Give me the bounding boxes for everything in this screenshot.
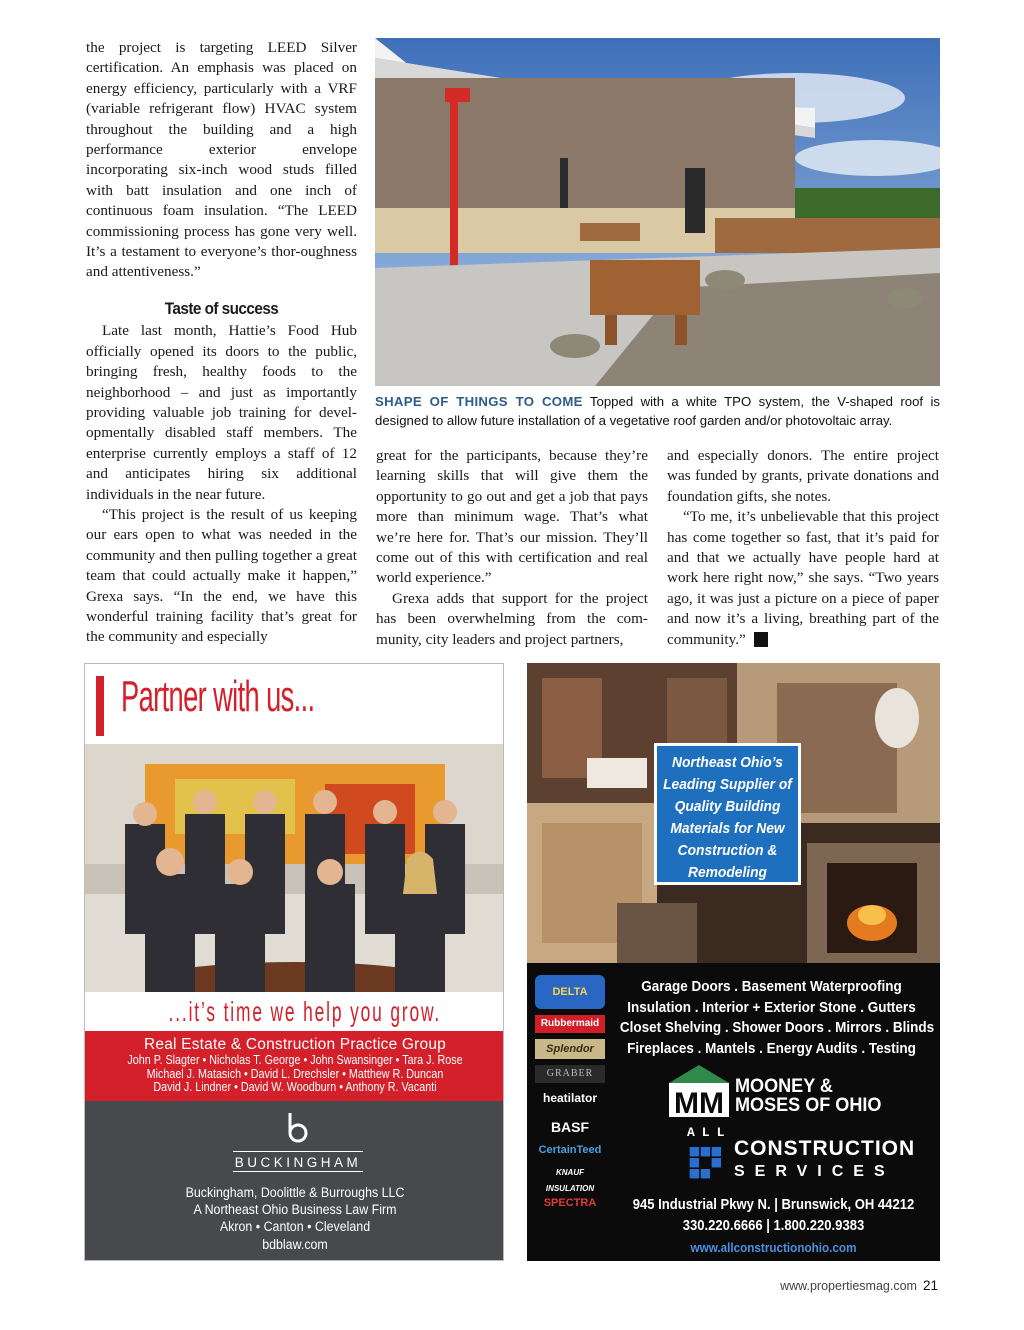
address: 945 Industrial Pkwy N. | Brunswick, OH 44212: [632, 1197, 915, 1213]
splendor-logo-icon: Splendor: [535, 1039, 605, 1059]
footer-website[interactable]: www.propertiesmag.com: [780, 1279, 917, 1293]
supplier-box: Northeast Ohio’s Leading Supplier of Quality Building Materials for New Construction & Remodeling: [654, 743, 801, 885]
mooney-moses-name: MOONEY & MOSES OF OHIO: [735, 1076, 882, 1116]
article-column-1: [86, 38, 357, 648]
contact-block: [607, 1195, 940, 1258]
services-line: Closet Shelving . Shower Doors . Mirrors . Blinds: [619, 1019, 935, 1036]
building-photo: [375, 38, 940, 386]
photo-caption: [375, 393, 940, 430]
mooney-moses-ad[interactable]: [527, 663, 940, 1261]
article-paragraph: “This project is the result of us keeping our ears open to what was needed in the community and then pulling together a great team that could actually make it happen,” Grexa says. “In the end, we have this wonderful training facility that’s great for the community and especially: [86, 505, 357, 646]
buckingham-logo-icon: [284, 1111, 312, 1145]
services-line: Fireplaces . Mantels . Energy Audits . Testing: [627, 1039, 916, 1057]
article-column-3: [667, 446, 939, 650]
article-subhead: Taste of success: [164, 298, 279, 318]
team-photo: [85, 744, 504, 992]
basf-logo-icon: BASF: [550, 1119, 590, 1135]
heatilator-logo-icon: heatilator: [542, 1091, 597, 1105]
services-line: Insulation . Interior + Exterior Stone . Gutters: [627, 998, 916, 1016]
page-footer: [780, 1278, 938, 1293]
certainteed-logo-icon: CertainTeed: [538, 1144, 602, 1156]
firm-description: A Northeast Ohio Business Law Firm: [193, 1202, 397, 1218]
all-construction-title: CONSTRUCTION: [734, 1137, 916, 1160]
attorney-names: David J. Lindner • David W. Woodburn • Anthony R. Vacanti: [153, 1080, 437, 1094]
caption-lead: SHAPE OF THINGS TO COME: [375, 394, 583, 409]
services-list: [603, 977, 940, 1059]
all-construction-services: SERVICES: [734, 1163, 895, 1180]
mm-mark: MM: [674, 1087, 724, 1117]
practice-group-band: [85, 1031, 504, 1101]
mooney-moses-logo-icon: [669, 1065, 729, 1117]
article-paragraph: and especially donors. The entire project was funded by grants, private donations and foundation gifts, she notes.: [667, 447, 939, 505]
article-paragraph: Grexa adds that support for the project has been overwhelming from the com-munity, city leaders and project partners,: [376, 589, 648, 648]
brand-logos: [535, 969, 605, 1259]
article-paragraph: Late last month, Hattie’s Food Hub officially opened its doors to the public, bringing fresh, healthy foods to the neighborhood – and just as importantly providing valuable job training for devel-opmentally disabled staff members. The enterprise currently employs a staff of 12 and anticipates hiring six additional individuals in the near future.: [86, 322, 357, 503]
firm-info-band: [85, 1101, 504, 1261]
rubbermaid-logo-icon: Rubbermaid: [535, 1015, 605, 1033]
firm-cities: Akron • Canton • Cleveland: [219, 1219, 371, 1235]
spectra-logo-icon: SPECTRA: [543, 1197, 597, 1209]
caption-text: Topped with a white TPO system, the V-shaped roof is designed to allow future installation of a vegetative roof garden and/or photovoltaic array.: [375, 394, 940, 428]
article-paragraph: great for the participants, because they’re learning skills that will give them the opportunity to go out and get a job that pays more than minimum wage. That’s what we’re here for. That’s our mission. They’ll come out of this with certification and real world experience.”: [376, 447, 648, 587]
page-number: 21: [922, 1278, 938, 1293]
phone-numbers: 330.220.6666 | 1.800.220.9383: [682, 1218, 865, 1234]
ad-accent-bar: [96, 676, 104, 736]
attorney-names: Michael J. Matasich • David L. Drechsler • Matthew R. Duncan: [146, 1066, 444, 1081]
knauf-logo-icon: KNAUF INSULATION: [545, 1168, 595, 1193]
practice-group-title: Real Estate & Construction Practice Group: [144, 1036, 446, 1053]
firm-website-link[interactable]: bdblaw.com: [262, 1236, 328, 1252]
firm-brand: BUCKINGHAM: [233, 1151, 363, 1172]
services-line: Garage Doors . Basement Waterproofing: [641, 978, 902, 995]
ad-tagline: ...it’s time we help you grow.: [168, 996, 442, 1027]
firm-details: [85, 1184, 504, 1253]
article-paragraph-text: “To me, it’s unbelievable that this project has come together so fast, that it’s paid for and that we actually have people hard at work here right now,” she says. “Two years ago, it was just a picture on a piece of paper and now it’s a living, breathing part of the community.”: [667, 508, 939, 648]
article-paragraph: [667, 507, 939, 650]
delta-logo-icon: DELTA: [535, 975, 605, 1009]
article-column-2: [376, 446, 648, 650]
buckingham-ad[interactable]: [84, 663, 504, 1261]
attorney-names: John P. Slagter • Nicholas T. George • John Swansinger • Tara J. Rose: [127, 1053, 463, 1067]
article-paragraph: the project is targeting LEED Silver certification. An emphasis was placed on energy efficiency, particularly with a VRF (variable refrigerant flow) HVAC system throughout the building and a high performance exterior envelope incorporating six-inch wood studs filled with batt insulation and one inch of continuous foam insulation. “The LEED commissioning process has gone very well. It’s a testament to everyone’s thor-oughness and attentiveness.”: [86, 39, 357, 281]
end-mark: P: [754, 632, 768, 647]
all-construction-label: ALL: [687, 1125, 732, 1140]
ad-headline: Partner with us...: [121, 672, 315, 721]
graber-logo-icon: GRABER: [535, 1065, 605, 1083]
firm-name: Buckingham, Doolittle & Burroughs LLC: [185, 1185, 405, 1200]
website-link[interactable]: www.allconstructionohio.com: [690, 1240, 857, 1255]
